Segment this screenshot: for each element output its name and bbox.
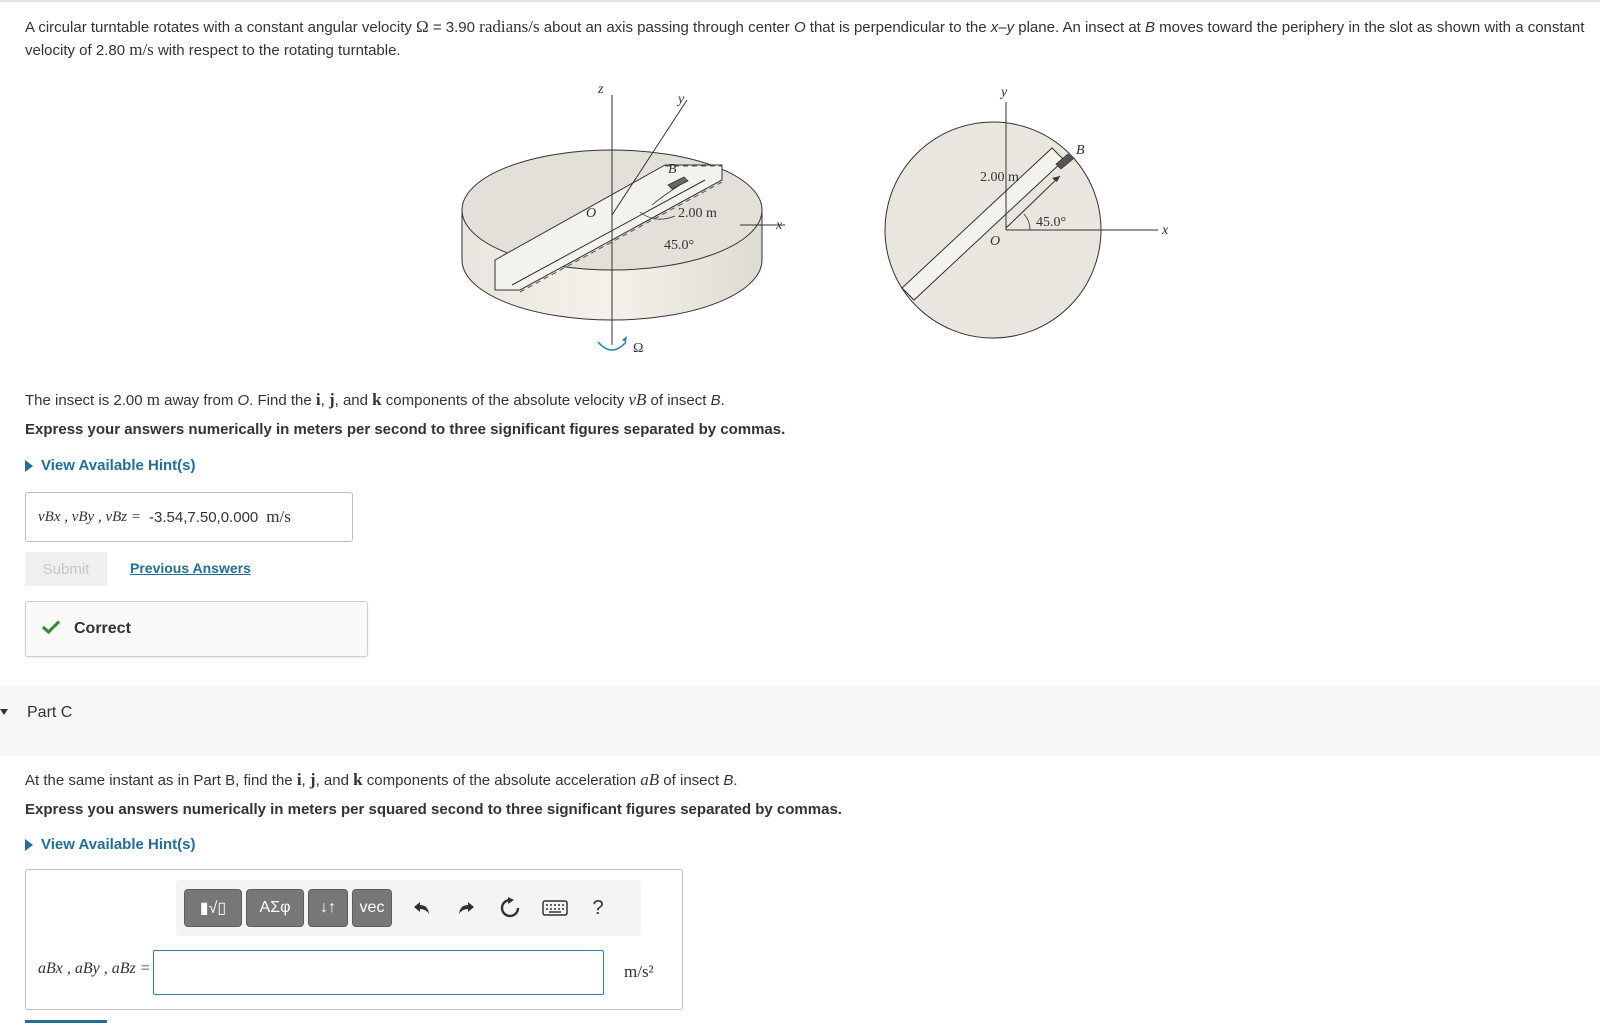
greek-symbols-button[interactable]: ΑΣφ: [246, 889, 304, 927]
origin-label: O: [586, 206, 597, 221]
top-origin-label: O: [990, 234, 1001, 249]
unit-m-per-s: m/s: [129, 40, 154, 59]
problem-statement: A circular turntable rotates with a constant angular velocity Ω = 3.90 radians/s about an axis passing through center O that is perpendicular to the x–y plane. An insect at B moves toward the periphery in the slot as shown with a constant velocity of 2.80 m/s with respect to the rotating turntable.: [25, 17, 1585, 59]
part-c-answer-editor: [25, 869, 683, 1010]
part-c-question: At the same instant as in Part B, find the i, j, and k components of the absolute acceleration aB of insect B.: [25, 770, 738, 789]
caret-down-icon: [0, 709, 8, 715]
part-c-answer-input[interactable]: [153, 950, 604, 995]
part-c-answer-unit: m/s²: [624, 962, 654, 981]
part-b-question: The insect is 2.00 m away from O. Find the i, j, and k components of the absolute velocity vB of insect B.: [25, 390, 725, 409]
vector-button[interactable]: vec: [352, 889, 392, 927]
part-b-answer-vars: vBx , vBy , vBz =: [38, 508, 141, 525]
undo-icon[interactable]: [408, 894, 436, 922]
unit-rad-per-s: radians/s: [479, 17, 540, 36]
redo-icon[interactable]: [452, 894, 480, 922]
caret-right-icon: [25, 460, 33, 472]
part-c-answer-vars: aBx , aBy , aBz =: [38, 960, 151, 977]
correct-feedback: Correct: [25, 601, 368, 657]
part-b-submit-button[interactable]: Submit: [25, 552, 107, 586]
insect-label: B: [668, 162, 677, 177]
y-axis-label: y: [678, 92, 685, 107]
caret-right-icon: [25, 839, 33, 851]
angle-label: 45.0°: [664, 238, 695, 253]
part-c-instruction: Express you answers numerically in meters per squared second to three significant figures separated by commas.: [25, 801, 842, 818]
omega-symbol: Ω: [416, 17, 429, 36]
part-c-header[interactable]: [0, 686, 1600, 756]
part-b-instruction: Express your answers numerically in meters per second to three significant figures separated by commas.: [25, 421, 786, 438]
top-y-axis-label: y: [1001, 85, 1008, 100]
top-x-axis-label: x: [1162, 223, 1169, 238]
part-c-hint-toggle[interactable]: View Available Hint(s): [25, 836, 196, 853]
math-toolbar: [176, 880, 641, 936]
reset-icon[interactable]: [496, 894, 524, 922]
checkmark-icon: [42, 620, 60, 639]
previous-answers-link[interactable]: Previous Answers: [130, 560, 251, 576]
part-b-hint-toggle[interactable]: View Available Hint(s): [25, 457, 196, 474]
z-axis-label: z: [598, 82, 604, 97]
help-button[interactable]: ?: [592, 896, 604, 919]
top-insect-label: B: [1076, 143, 1085, 158]
arrows-button[interactable]: ↓↑: [308, 889, 348, 927]
turntable-top-view-figure: [880, 80, 1180, 345]
distance-label: 2.00 m: [678, 206, 717, 221]
part-b-answer-field: [25, 492, 353, 542]
top-angle-label: 45.0°: [1036, 215, 1067, 230]
turntable-3d-figure: [440, 80, 820, 370]
templates-button[interactable]: ▮√▯: [184, 889, 242, 927]
x-axis-label: x: [776, 218, 783, 233]
top-divider: [0, 0, 1600, 2]
top-distance-label: 2.00 m: [980, 170, 1019, 185]
keyboard-icon[interactable]: [540, 894, 570, 922]
omega-label: Ω: [633, 341, 644, 356]
part-b-answer-unit: m/s: [266, 507, 291, 526]
part-c-title: Part C: [27, 704, 73, 721]
part-b-answer-value: -3.54,7.50,0.000: [149, 508, 259, 526]
